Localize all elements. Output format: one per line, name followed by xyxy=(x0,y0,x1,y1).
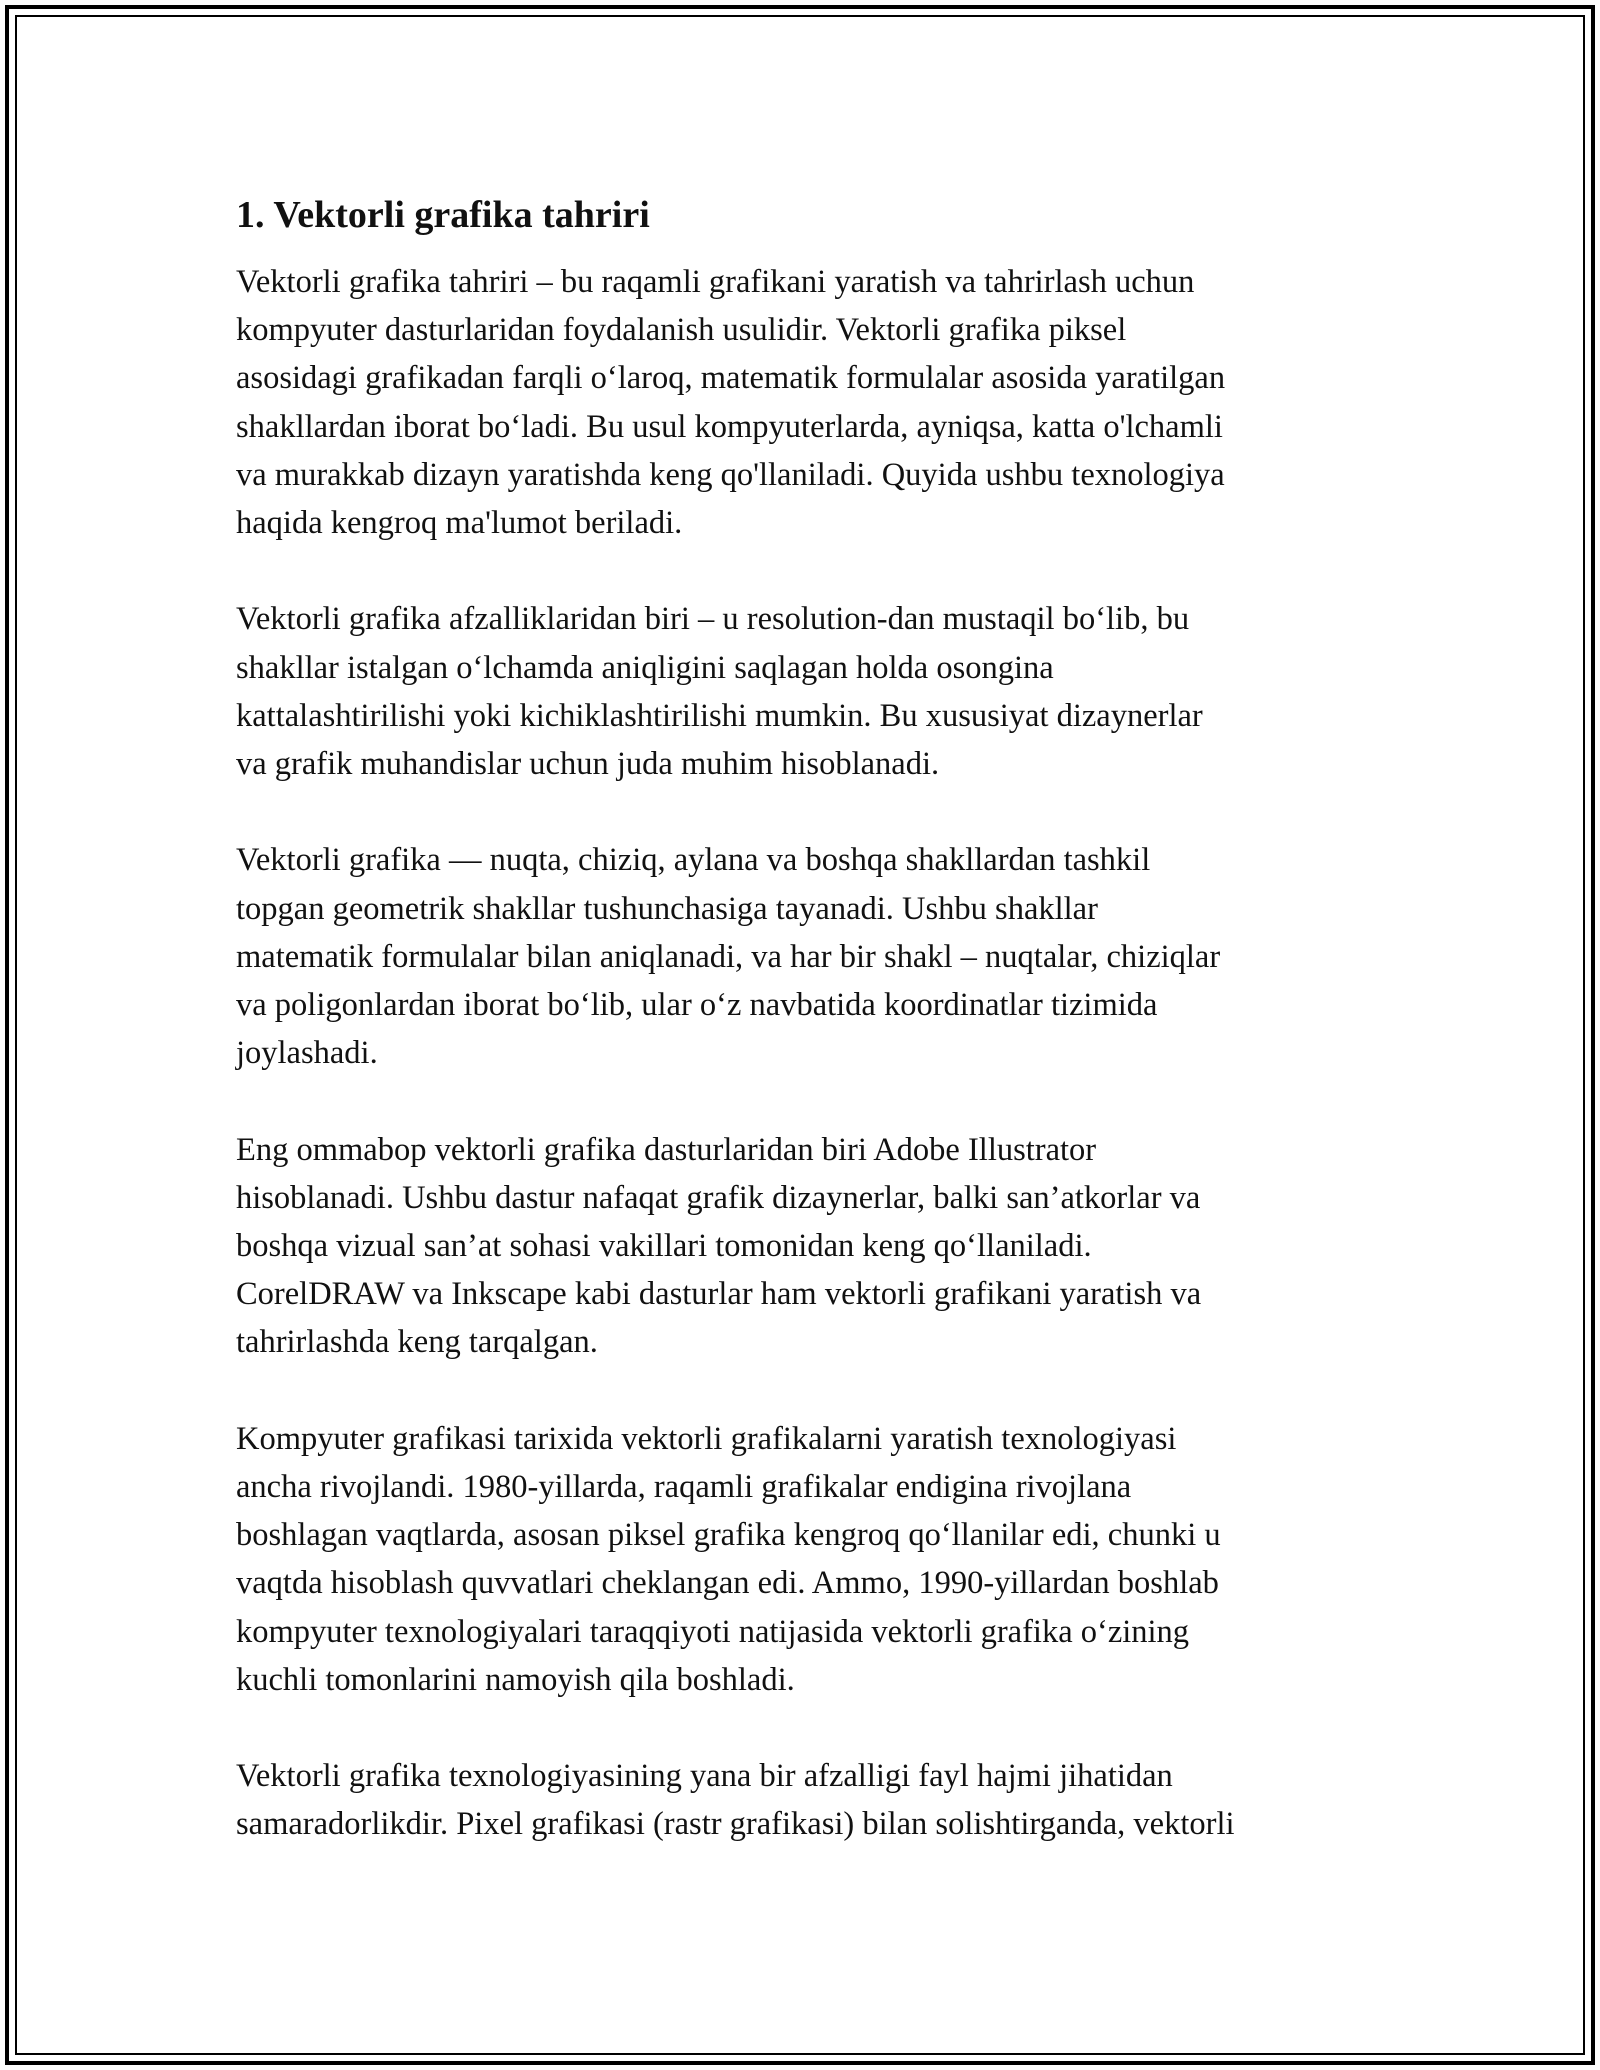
text-line: kuchli tomonlarini namoyish qila boshladi. xyxy=(236,1661,795,1698)
document-body xyxy=(236,184,1396,1897)
paragraph-file-size xyxy=(236,1752,1396,1848)
text-line: topgan geometrik shakllar tushunchasiga tayanadi. Ushbu shakllar xyxy=(236,890,1098,927)
text-line: va poligonlardan iborat bo‘lib, ular o‘z navbatida koordinatlar tizimida xyxy=(236,987,1158,1024)
text-line: kattalashtirilishi yoki kichiklashtirilishi mumkin. Bu xususiyat dizaynerlar xyxy=(236,697,1203,734)
text-line: Vektorli grafika — nuqta, chiziq, aylana va boshqa shakllardan tashkil xyxy=(236,842,1151,879)
text-line: boshlagan vaqtlarda, asosan piksel grafika kengroq qo‘llanilar edi, chunki u xyxy=(236,1517,1221,1554)
paragraph-history xyxy=(236,1415,1396,1704)
text-line: shakllardan iborat bo‘ladi. Bu usul kompyuterlarda, ayniqsa, katta o'lchamli xyxy=(236,408,1223,445)
paragraph-intro xyxy=(236,258,1396,547)
text-line: CorelDRAW va Inkscape kabi dasturlar ham vektorli grafikani yaratish va xyxy=(236,1276,1202,1313)
text-line: Kompyuter grafikasi tarixida vektorli grafikalarni yaratish texnologiyasi xyxy=(236,1420,1177,1457)
text-line: va grafik muhandislar uchun juda muhim hisoblanadi. xyxy=(236,746,940,783)
text-line: joylashadi. xyxy=(236,1035,378,1072)
paragraph-software xyxy=(236,1126,1396,1367)
text-line: hisoblanadi. Ushbu dastur nafaqat grafik dizaynerlar, balki san’atkorlar va xyxy=(236,1179,1201,1216)
text-line: Eng ommabop vektorli grafika dasturlaridan biri Adobe Illustrator xyxy=(236,1131,1097,1168)
text-line: Vektorli grafika texnologiyasining yana bir afzalligi fayl hajmi jihatidan xyxy=(236,1758,1173,1795)
section-heading: 1. Vektorli grafika tahriri xyxy=(236,194,650,236)
text-line: samaradorlikdir. Pixel grafikasi (rastr grafikasi) bilan solishtirganda, vektorli xyxy=(236,1806,1235,1843)
text-line: kompyuter texnologiyalari taraqqiyoti natijasida vektorli grafika o‘zining xyxy=(236,1613,1190,1650)
paragraph-advantages xyxy=(236,595,1396,788)
text-line: ancha rivojlandi. 1980-yillarda, raqamli grafikalar endigina rivojlana xyxy=(236,1469,1132,1506)
text-line: boshqa vizual san’at sohasi vakillari tomonidan keng qo‘llaniladi. xyxy=(236,1228,1092,1265)
text-line: kompyuter dasturlaridan foydalanish usulidir. Vektorli grafika piksel xyxy=(236,312,1127,349)
text-line: Vektorli grafika afzalliklaridan biri – u resolution-dan mustaqil bo‘lib, bu xyxy=(236,601,1190,638)
text-line: haqida kengroq ma'lumot beriladi. xyxy=(236,505,683,542)
text-line: vaqtda hisoblash quvvatlari cheklangan edi. Ammo, 1990-yillardan boshlab xyxy=(236,1565,1219,1602)
paragraph-geometry xyxy=(236,836,1396,1077)
text-line: Vektorli grafika tahriri – bu raqamli grafikani yaratish va tahrirlash uchun xyxy=(236,264,1195,300)
text-line: asosidagi grafikadan farqli o‘laroq, matematik formulalar asosida yaratilgan xyxy=(236,360,1226,397)
text-line: va murakkab dizayn yaratishda keng qo'llaniladi. Quyida ushbu texnologiya xyxy=(236,456,1225,493)
text-line: matematik formulalar bilan aniqlanadi, va har bir shakl – nuqtalar, chiziqlar xyxy=(236,938,1221,975)
text-line: shakllar istalgan o‘lchamda aniqligini saqlagan holda osongina xyxy=(236,649,1054,686)
text-line: tahrirlashda keng tarqalgan. xyxy=(236,1324,598,1361)
